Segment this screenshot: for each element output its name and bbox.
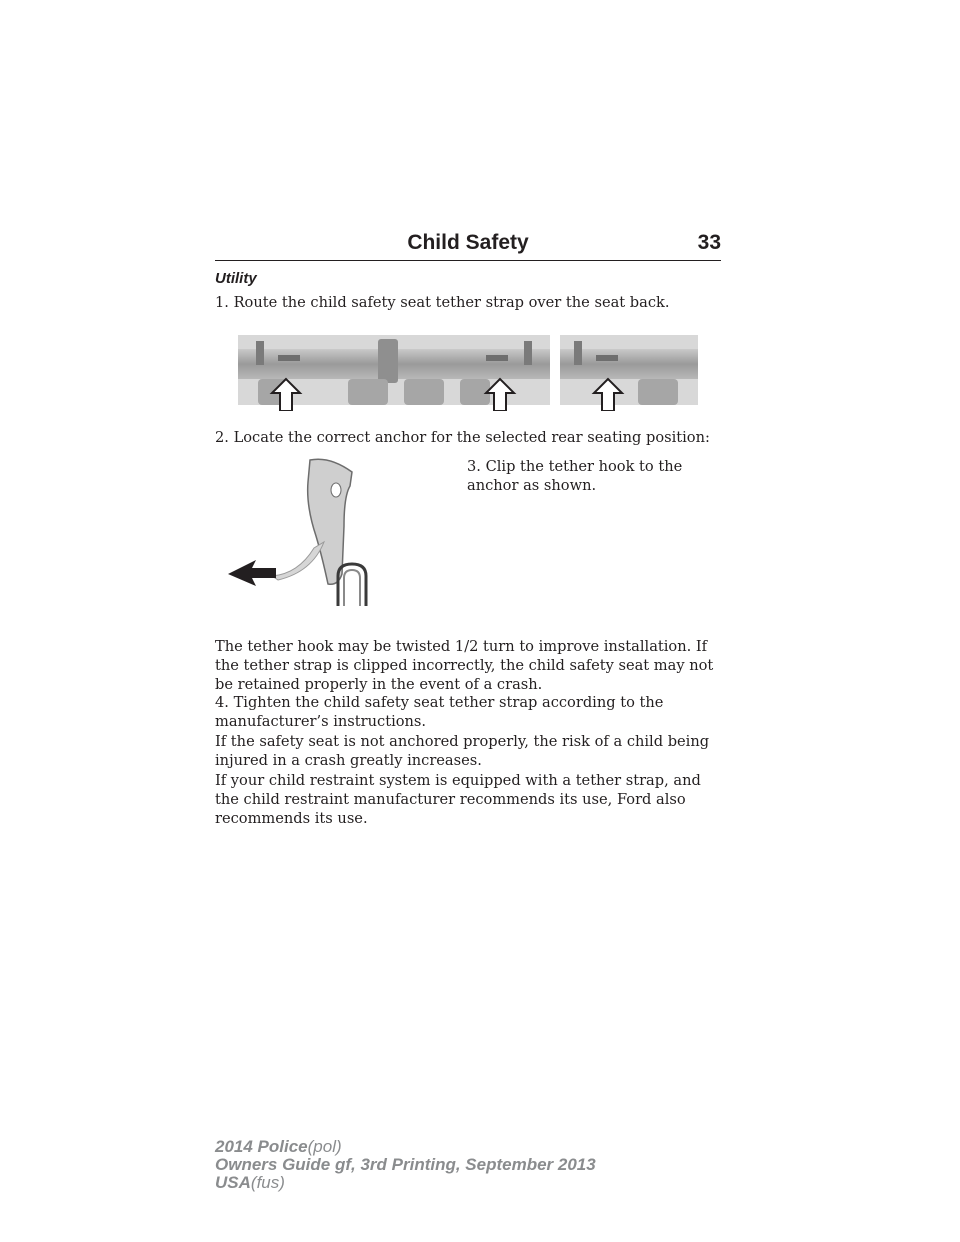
footer-region-code: (fus) xyxy=(250,1173,285,1192)
section-title: Utility xyxy=(215,270,257,287)
step-4-text: 4. Tighten the child safety seat tether strap according to the manufacturer’s instructions. xyxy=(215,694,664,730)
page-header xyxy=(215,226,721,261)
step-2-text: 2. Locate the correct anchor for the selected rear seating position: xyxy=(215,429,710,446)
tether-hook-illustration xyxy=(226,456,386,612)
footer-region: USA xyxy=(215,1173,251,1192)
recommendation-text: If your child restraint system is equipped with a tether strap, and the child restraint manufacturer recommends its use, Ford also recommends its use. xyxy=(215,772,701,827)
footer-model-code: (pol) xyxy=(307,1137,342,1156)
footer-model: 2014 Police xyxy=(215,1137,308,1156)
seat-back-tether-routing-illustration xyxy=(238,335,698,411)
warning-text: If the safety seat is not anchored properly, the risk of a child being injured in a crash greatly increases. xyxy=(215,733,710,769)
chapter-title: Child Safety xyxy=(407,231,529,254)
page-number: 33 xyxy=(697,231,721,254)
step-3-line-2: anchor as shown. xyxy=(467,477,597,494)
step-3-line-1: 3. Clip the tether hook to the xyxy=(467,458,683,475)
document-footer xyxy=(215,1138,596,1192)
footer-printing: Owners Guide gf, 3rd Printing, September 2013 xyxy=(215,1155,596,1174)
step-1-text: 1. Route the child safety seat tether strap over the seat back. xyxy=(215,294,670,311)
tether-note-text: The tether hook may be twisted 1/2 turn to improve installation. If the tether strap is clipped incorrectly, the child safety seat may not be retained properly in the event of a crash. xyxy=(215,638,714,693)
